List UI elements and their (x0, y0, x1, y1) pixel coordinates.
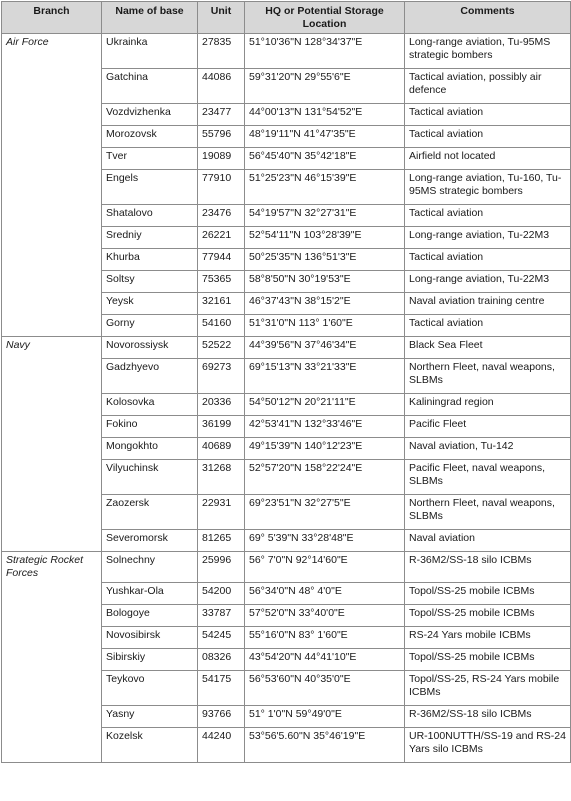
unit-cell: 54200 (198, 582, 245, 604)
hq-location-cell: 57°52'0"N 33°40'0"E (245, 604, 405, 626)
comments-cell: UR-100NUTTH/SS-19 and RS-24 Yars silo ICBMs (405, 727, 571, 762)
branch-cell (2, 205, 102, 227)
unit-cell: 44086 (198, 69, 245, 104)
hq-location-cell: 44°39'56"N 37°46'34"E (245, 337, 405, 359)
table-row (2, 416, 571, 438)
base-name-cell: Novosibirsk (102, 626, 198, 648)
base-name-cell: Fokino (102, 416, 198, 438)
branch-cell (2, 394, 102, 416)
base-name-cell: Mongokhto (102, 438, 198, 460)
branch-cell (2, 626, 102, 648)
table-row (2, 315, 571, 337)
header-unit: Unit (198, 2, 245, 34)
base-name-cell: Engels (102, 170, 198, 205)
unit-cell: 93766 (198, 705, 245, 727)
hq-location-cell: 56°53'60"N 40°35'0"E (245, 670, 405, 705)
unit-cell: 26221 (198, 227, 245, 249)
unit-cell: 08326 (198, 648, 245, 670)
comments-cell: Black Sea Fleet (405, 337, 571, 359)
unit-cell: 19089 (198, 148, 245, 170)
table-row (2, 495, 571, 530)
unit-cell: 77910 (198, 170, 245, 205)
base-name-cell: Khurba (102, 249, 198, 271)
comments-cell: Northern Fleet, naval weapons, SLBMs (405, 495, 571, 530)
base-name-cell: Kolosovka (102, 394, 198, 416)
unit-cell: 44240 (198, 727, 245, 762)
base-name-cell: Sredniy (102, 227, 198, 249)
comments-cell: R-36M2/SS-18 silo ICBMs (405, 552, 571, 583)
base-name-cell: Gadzhyevo (102, 359, 198, 394)
branch-cell (2, 670, 102, 705)
branch-cell (2, 460, 102, 495)
table-row (2, 670, 571, 705)
hq-location-cell: 53°56'5.60"N 35°46'19"E (245, 727, 405, 762)
branch-cell (2, 416, 102, 438)
hq-location-cell: 52°54'11"N 103°28'39"E (245, 227, 405, 249)
comments-cell: Tactical aviation (405, 205, 571, 227)
comments-cell: Long-range aviation, Tu-22M3 (405, 271, 571, 293)
branch-cell (2, 227, 102, 249)
unit-cell: 32161 (198, 293, 245, 315)
hq-location-cell: 51°31'0"N 113° 1'60"E (245, 315, 405, 337)
unit-cell: 23477 (198, 104, 245, 126)
branch-cell (2, 170, 102, 205)
branch-cell (2, 495, 102, 530)
unit-cell: 52522 (198, 337, 245, 359)
unit-cell: 54175 (198, 670, 245, 705)
table-row (2, 626, 571, 648)
comments-cell: Naval aviation (405, 530, 571, 552)
hq-location-cell: 51° 1'0"N 59°49'0"E (245, 705, 405, 727)
table-row (2, 148, 571, 170)
unit-cell: 31268 (198, 460, 245, 495)
base-name-cell: Teykovo (102, 670, 198, 705)
table-body (2, 34, 571, 763)
table-row (2, 727, 571, 762)
branch-cell: Air Force (2, 34, 102, 69)
base-name-cell: Gatchina (102, 69, 198, 104)
base-name-cell: Kozelsk (102, 727, 198, 762)
comments-cell: Tactical aviation (405, 315, 571, 337)
branch-cell (2, 293, 102, 315)
table-row (2, 394, 571, 416)
table-row (2, 104, 571, 126)
comments-cell: Airfield not located (405, 148, 571, 170)
comments-cell: Tactical aviation, possibly air defence (405, 69, 571, 104)
unit-cell: 20336 (198, 394, 245, 416)
unit-cell: 77944 (198, 249, 245, 271)
branch-cell (2, 604, 102, 626)
branch-cell (2, 126, 102, 148)
unit-cell: 75365 (198, 271, 245, 293)
comments-cell: Long-range aviation, Tu-95MS strategic bombers (405, 34, 571, 69)
hq-location-cell: 59°31'20"N 29°55'6"E (245, 69, 405, 104)
hq-location-cell: 69° 5'39"N 33°28'48"E (245, 530, 405, 552)
comments-cell: Tactical aviation (405, 126, 571, 148)
comments-cell: Naval aviation, Tu-142 (405, 438, 571, 460)
base-name-cell: Novorossiysk (102, 337, 198, 359)
hq-location-cell: 56° 7'0"N 92°14'60"E (245, 552, 405, 583)
hq-location-cell: 52°57'20"N 158°22'24"E (245, 460, 405, 495)
base-name-cell: Yasny (102, 705, 198, 727)
hq-location-cell: 51°25'23"N 46°15'39"E (245, 170, 405, 205)
branch-cell (2, 438, 102, 460)
base-name-cell: Severomorsk (102, 530, 198, 552)
comments-cell: Naval aviation training centre (405, 293, 571, 315)
table-row (2, 460, 571, 495)
hq-location-cell: 46°37'43"N 38°15'2"E (245, 293, 405, 315)
base-name-cell: Vilyuchinsk (102, 460, 198, 495)
comments-cell: Long-range aviation, Tu-22M3 (405, 227, 571, 249)
table-row (2, 359, 571, 394)
base-name-cell: Yushkar-Ola (102, 582, 198, 604)
unit-cell: 36199 (198, 416, 245, 438)
table-row (2, 438, 571, 460)
comments-cell: R-36M2/SS-18 silo ICBMs (405, 705, 571, 727)
base-name-cell: Tver (102, 148, 198, 170)
unit-cell: 25996 (198, 552, 245, 583)
table-row (2, 126, 571, 148)
branch-cell (2, 705, 102, 727)
branch-cell: Strategic Rocket Forces (2, 552, 102, 583)
unit-cell: 23476 (198, 205, 245, 227)
comments-cell: Topol/SS-25 mobile ICBMs (405, 648, 571, 670)
table-row (2, 552, 571, 583)
branch-cell (2, 249, 102, 271)
unit-cell: 22931 (198, 495, 245, 530)
comments-cell: Tactical aviation (405, 249, 571, 271)
branch-cell (2, 582, 102, 604)
branch-cell (2, 148, 102, 170)
header-row (2, 2, 571, 34)
table-row (2, 530, 571, 552)
base-name-cell: Vozdvizhenka (102, 104, 198, 126)
table-row (2, 227, 571, 249)
table-row (2, 271, 571, 293)
hq-location-cell: 69°15'13"N 33°21'33"E (245, 359, 405, 394)
branch-cell (2, 271, 102, 293)
base-name-cell: Yeysk (102, 293, 198, 315)
base-name-cell: Morozovsk (102, 126, 198, 148)
header-branch: Branch (2, 2, 102, 34)
base-name-cell: Ukrainka (102, 34, 198, 69)
branch-cell (2, 727, 102, 762)
hq-location-cell: 54°19'57"N 32°27'31"E (245, 205, 405, 227)
comments-cell: Topol/SS-25 mobile ICBMs (405, 604, 571, 626)
unit-cell: 81265 (198, 530, 245, 552)
table-row (2, 648, 571, 670)
hq-location-cell: 43°54'20"N 44°41'10"E (245, 648, 405, 670)
bases-table (1, 1, 571, 763)
table-row (2, 205, 571, 227)
hq-location-cell: 44°00'13"N 131°54'52"E (245, 104, 405, 126)
base-name-cell: Sibirskiy (102, 648, 198, 670)
branch-cell (2, 104, 102, 126)
comments-cell: Pacific Fleet (405, 416, 571, 438)
table-row (2, 604, 571, 626)
unit-cell: 69273 (198, 359, 245, 394)
table-row (2, 337, 571, 359)
branch-cell: Navy (2, 337, 102, 359)
hq-location-cell: 69°23'51"N 32°27'5"E (245, 495, 405, 530)
comments-cell: RS-24 Yars mobile ICBMs (405, 626, 571, 648)
table-row (2, 34, 571, 69)
hq-location-cell: 42°53'41"N 132°33'46"E (245, 416, 405, 438)
hq-location-cell: 51°10'36"N 128°34'37"E (245, 34, 405, 69)
unit-cell: 33787 (198, 604, 245, 626)
header-comments: Comments (405, 2, 571, 34)
header-name: Name of base (102, 2, 198, 34)
hq-location-cell: 50°25'35"N 136°51'3"E (245, 249, 405, 271)
branch-cell (2, 648, 102, 670)
comments-cell: Topol/SS-25 mobile ICBMs (405, 582, 571, 604)
hq-location-cell: 55°16'0"N 83° 1'60"E (245, 626, 405, 648)
branch-cell (2, 359, 102, 394)
hq-location-cell: 49°15'39"N 140°12'23"E (245, 438, 405, 460)
hq-location-cell: 48°19'11"N 41°47'35"E (245, 126, 405, 148)
table-row (2, 582, 571, 604)
unit-cell: 55796 (198, 126, 245, 148)
branch-cell (2, 530, 102, 552)
comments-cell: Kaliningrad region (405, 394, 571, 416)
branch-cell (2, 69, 102, 104)
branch-cell (2, 315, 102, 337)
base-name-cell: Gorny (102, 315, 198, 337)
hq-location-cell: 54°50'12"N 20°21'11"E (245, 394, 405, 416)
comments-cell: Northern Fleet, naval weapons, SLBMs (405, 359, 571, 394)
table-row (2, 170, 571, 205)
hq-location-cell: 58°8'50"N 30°19'53"E (245, 271, 405, 293)
header-hq: HQ or Potential Storage Location (245, 2, 405, 34)
comments-cell: Tactical aviation (405, 104, 571, 126)
unit-cell: 40689 (198, 438, 245, 460)
table-row (2, 249, 571, 271)
hq-location-cell: 56°45'40"N 35°42'18"E (245, 148, 405, 170)
comments-cell: Long-range aviation, Tu-160, Tu-95MS strategic bombers (405, 170, 571, 205)
comments-cell: Pacific Fleet, naval weapons, SLBMs (405, 460, 571, 495)
base-name-cell: Soltsy (102, 271, 198, 293)
unit-cell: 54245 (198, 626, 245, 648)
base-name-cell: Zaozersk (102, 495, 198, 530)
table-row (2, 293, 571, 315)
comments-cell: Topol/SS-25, RS-24 Yars mobile ICBMs (405, 670, 571, 705)
base-name-cell: Solnechny (102, 552, 198, 583)
unit-cell: 27835 (198, 34, 245, 69)
base-name-cell: Bologoye (102, 604, 198, 626)
table-row (2, 69, 571, 104)
hq-location-cell: 56°34'0"N 48° 4'0"E (245, 582, 405, 604)
table-row (2, 705, 571, 727)
base-name-cell: Shatalovo (102, 205, 198, 227)
unit-cell: 54160 (198, 315, 245, 337)
